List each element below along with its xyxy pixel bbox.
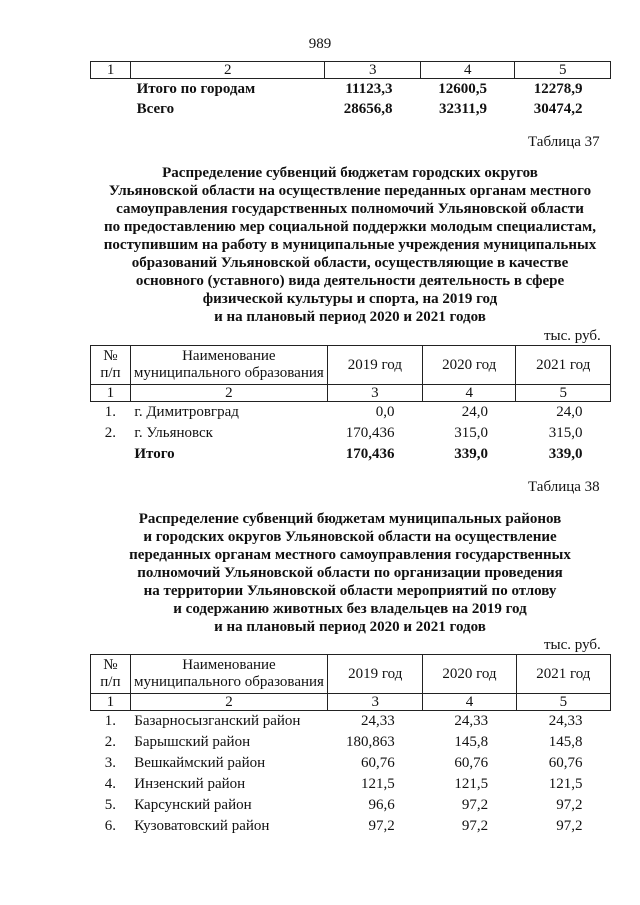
table-row (91, 423, 611, 444)
header-name: Наименование муниципального образования (130, 346, 327, 385)
title-line: и на плановый период 2020 и 2021 годов (214, 619, 486, 635)
value-2021: 339,0 (548, 446, 583, 462)
row-name: Итого по городам (136, 81, 256, 97)
row-name: Вешкаймский район (134, 755, 266, 771)
continuation-table (90, 61, 611, 119)
header-2020: 2020 год (422, 346, 516, 385)
grand-total-row (91, 99, 611, 119)
column-number-row (91, 694, 611, 711)
value-2021: 97,2 (556, 797, 583, 813)
value-2019: 170,436 (345, 425, 395, 441)
value-2019: 24,33 (361, 713, 395, 729)
title-line: переданных органам местного самоуправления государственных (129, 547, 571, 563)
title-line: на территории Ульяновской области мероприятий по отлову (143, 583, 557, 599)
value-2021: 30474,2 (533, 101, 583, 117)
column-number-row (91, 62, 611, 79)
title-line: физической культуры и спорта, на 2019 год (202, 291, 498, 307)
value-2020: 24,0 (461, 404, 488, 420)
value-2020: 145,8 (454, 734, 489, 750)
column-number: 5 (516, 385, 611, 402)
value-2019: 121,5 (361, 776, 395, 792)
row-number: 1. (104, 713, 116, 729)
table-38-units: тыс. руб. (544, 637, 601, 653)
column-number: 5 (516, 694, 610, 711)
table-row (91, 732, 611, 753)
total-cities-row (91, 79, 611, 100)
total-row (91, 444, 611, 465)
title-line: основного (уставного) вида деятельности деятельность в сфере (135, 273, 565, 289)
value-2020: 97,2 (461, 818, 489, 834)
value-2021: 145,8 (548, 734, 583, 750)
value-2021: 60,76 (548, 755, 583, 771)
header-2019: 2019 год (327, 346, 422, 385)
column-number: 2 (130, 385, 327, 402)
header-row (91, 655, 611, 694)
value-2020: 121,5 (454, 776, 489, 792)
value-2021: 315,0 (548, 425, 583, 441)
value-2019: 180,863 (346, 734, 395, 750)
value-2019: 170,436 (345, 446, 395, 462)
value-2021: 24,0 (556, 404, 583, 420)
table-37-label: Таблица 37 (528, 134, 600, 150)
column-number: 4 (423, 694, 516, 711)
title-line: поступившим на работу в муниципальные учреждения муниципальных (103, 237, 597, 253)
header-row (91, 346, 611, 385)
row-name: Всего (136, 101, 175, 117)
column-number: 1 (91, 694, 131, 711)
value-2021: 121,5 (548, 776, 583, 792)
value-2020: 315,0 (454, 425, 488, 441)
column-number: 3 (325, 62, 420, 79)
value-2019: 28656,8 (343, 101, 393, 117)
value-2020: 339,0 (454, 446, 488, 462)
title-line: и содержанию животных без владельцев на 2019 год (173, 601, 527, 617)
row-name: г. Ульяновск (134, 425, 213, 441)
table-38-title (80, 510, 620, 636)
table-row (91, 795, 611, 816)
column-number: 5 (515, 62, 611, 79)
row-number: 5. (104, 797, 116, 813)
column-number: 1 (91, 62, 131, 79)
column-number: 2 (131, 62, 325, 79)
column-number: 2 (130, 694, 327, 711)
value-2020: 12600,5 (438, 81, 487, 97)
column-number: 4 (422, 385, 516, 402)
title-line: образований Ульяновской области, осуществляющие в качестве (131, 255, 569, 271)
value-2019: 97,2 (368, 818, 395, 834)
header-2019: 2019 год (328, 655, 423, 694)
value-2020: 32311,9 (439, 101, 487, 117)
row-name: Барышский район (134, 734, 251, 750)
column-number: 3 (328, 694, 423, 711)
row-name: г. Димитровград (134, 404, 239, 420)
table-37 (90, 345, 611, 465)
value-2019: 96,6 (368, 797, 395, 813)
row-name: Базарносызганский район (134, 713, 301, 729)
table-row (91, 402, 611, 424)
row-number: 3. (104, 755, 116, 771)
value-2020: 97,2 (461, 797, 489, 813)
row-number: 1. (104, 404, 117, 420)
row-name: Кузоватовский район (134, 818, 270, 834)
value-2020: 60,76 (454, 755, 489, 771)
table-37-units: тыс. руб. (544, 328, 601, 344)
header-num: № п/п (91, 655, 131, 694)
title-line: Распределение субвенций бюджетам городских округов (162, 165, 538, 181)
title-line: по предоставлению мер социальной поддержки молодым специалистам, (103, 219, 596, 235)
page-number: 989 (308, 36, 332, 52)
value-2020: 24,33 (454, 713, 489, 729)
table-37-title (80, 164, 620, 326)
title-line: Распределение субвенций бюджетам муниципальных районов (138, 511, 562, 527)
header-2020: 2020 год (423, 655, 516, 694)
row-number: 2. (104, 734, 116, 750)
header-num: № п/п (91, 346, 131, 385)
row-number: 4. (104, 776, 116, 792)
title-line: полномочий Ульяновской области по организации проведения (137, 565, 563, 581)
table-row (91, 753, 611, 774)
value-2019: 0,0 (375, 404, 395, 420)
table-38 (90, 654, 611, 837)
table-38-label: Таблица 38 (528, 479, 600, 495)
title-line: и городских округов Ульяновской области на осуществление (143, 529, 557, 545)
header-name: Наименование муниципального образования (130, 655, 327, 694)
table-row (91, 816, 611, 837)
value-2021: 97,2 (556, 818, 583, 834)
value-2019: 60,76 (361, 755, 395, 771)
column-number: 3 (327, 385, 422, 402)
value-2021: 24,33 (548, 713, 583, 729)
row-number: 2. (104, 425, 117, 441)
row-name: Итого (134, 446, 175, 462)
table-row (91, 711, 611, 733)
column-number: 4 (420, 62, 515, 79)
row-number: 6. (104, 818, 116, 834)
value-2021: 12278,9 (533, 81, 583, 97)
title-line: и на плановый период 2020 и 2021 годов (214, 309, 486, 325)
row-name: Инзенский район (134, 776, 246, 792)
title-line: самоуправления государственных полномочий Ульяновской области (116, 201, 584, 217)
header-2021: 2021 год (516, 346, 611, 385)
row-name: Карсунский район (134, 797, 252, 813)
column-number-row (91, 385, 611, 402)
value-2019: 11123,3 (345, 81, 393, 97)
header-2021: 2021 год (516, 655, 610, 694)
title-line: Ульяновской области на осуществление переданных органам местного (108, 183, 592, 199)
column-number: 1 (91, 385, 131, 402)
table-row (91, 774, 611, 795)
